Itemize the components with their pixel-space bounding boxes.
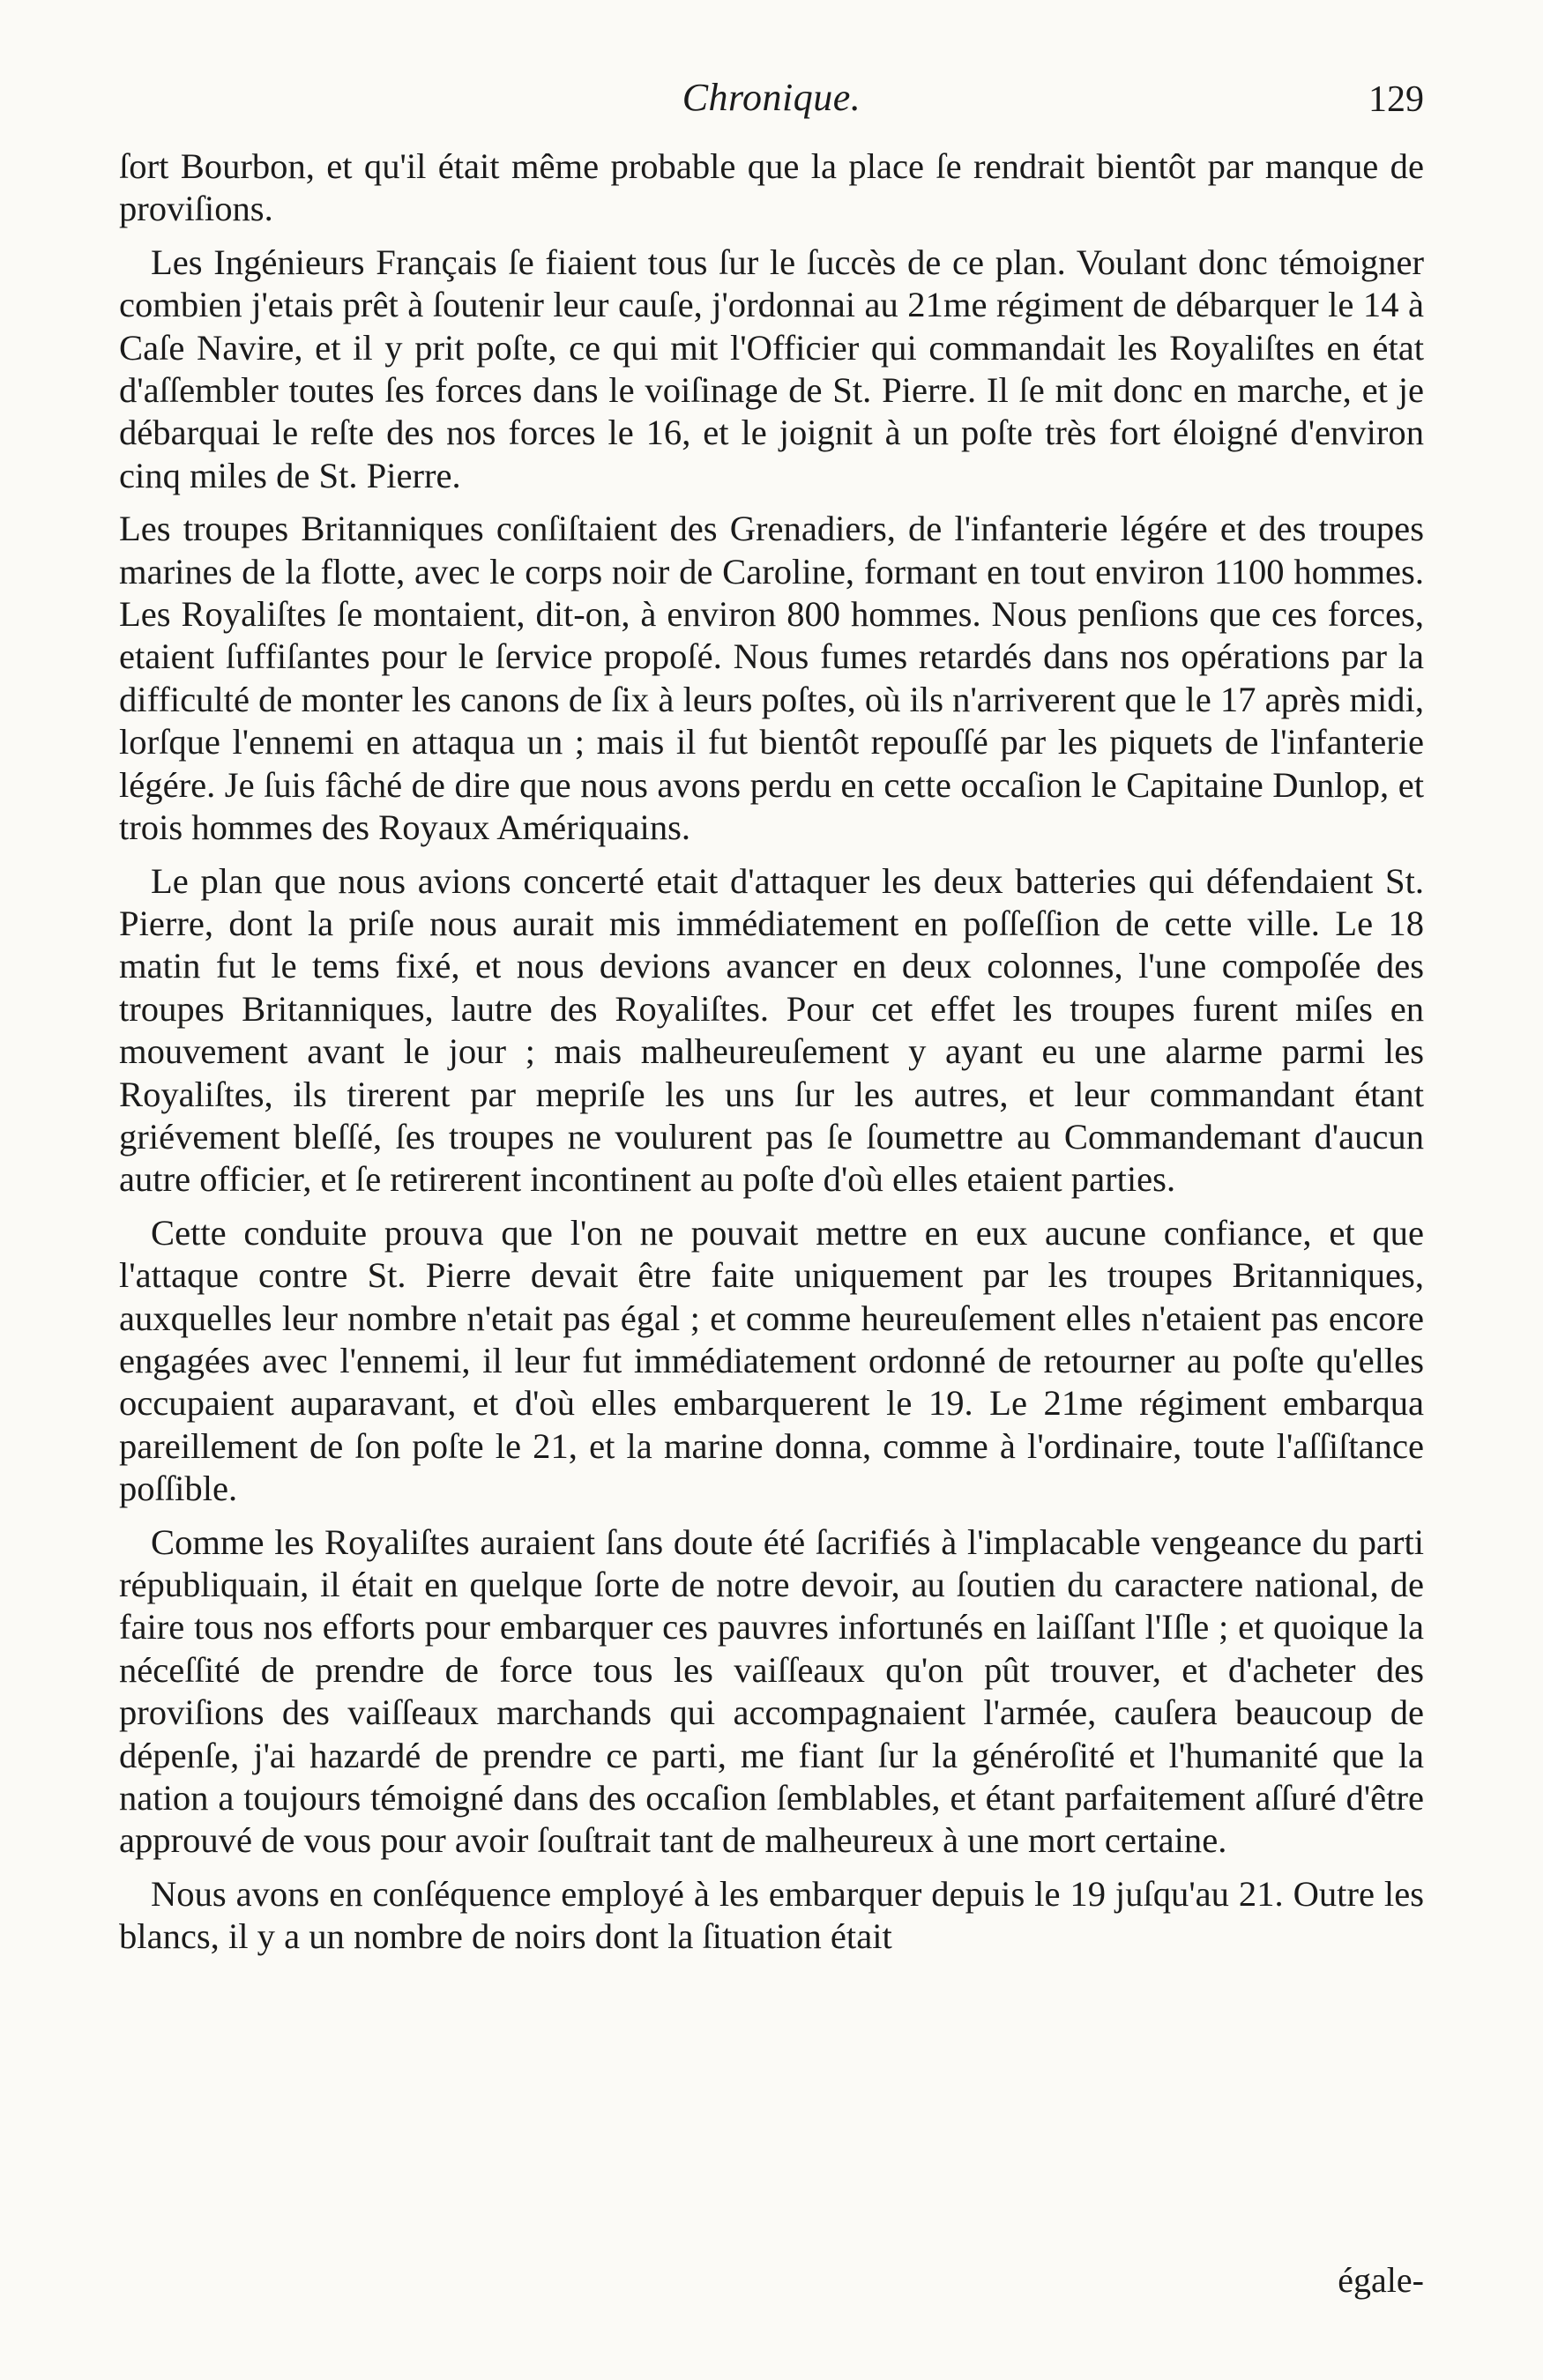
body-text — [119, 145, 1424, 1959]
paragraph: Le plan que nous avions concerté etait d'attaquer les deux batteries qui défendaient St. Pierre, dont la priſe nous aurait mis immédiatement en poſſeſſion de cette ville. Le 18 matin fut le tems fixé, et nous devions avancer en deux colonnes, l'une compoſée des troupes Britanniques, lautre des Royaliſtes. Pour cet effet les troupes furent miſes en mouvement avant le jour ; mais malheureuſement y ayant eu une alarme parmi les Royaliſtes, ils tirerent par mepriſe les uns ſur les autres, et leur commandant étant griévement bleſſé, ſes troupes ne voulurent pas ſe ſoumettre au Commandemant d'aucun autre officier, et ſe retirerent incontinent au poſte d'où elles etaient parties. — [119, 860, 1424, 1200]
paragraph: Comme les Royaliſtes auraient ſans doute été ſacrifiés à l'implacable vengeance du parti républiquain, il était en quelque ſorte de notre devoir, au ſoutien du caractere national, de faire tous nos efforts pour embarquer ces pauvres infortunés en laiſſant l'Iſle ; et quoique la néceſſité de prendre de force tous les vaiſſeaux qu'on pût trouver, et d'acheter des proviſions des vaiſſeaux marchands qui accompagnaient l'armée, cauſera beaucoup de dépenſe, j'ai hazardé de prendre ce parti, me fiant ſur la généroſité et l'humanité que la nation a toujours témoigné dans des occaſion ſemblables, et étant parfaitement aſſuré d'être approuvé de vous pour avoir ſouſtrait tant de malheureux à une mort certaine. — [119, 1521, 1424, 1861]
paragraph: Les troupes Britanniques conſiſtaient des Grenadiers, de l'infanterie légére et des troupes marines de la flotte, avec le corps noir de Caroline, formant en tout environ 1100 hommes. Les Royaliſtes ſe montaient, dit-on, à environ 800 hommes. Nous penſions que ces forces, etaient ſuffiſantes pour le ſervice propoſé. Nous fumes retardés dans nos opérations par la difficulté de monter les canons de ſix à leurs poſtes, où ils n'arriverent que le 17 après midi, lorſque l'ennemi en attaqua un ; mais il fut bientôt repouſſé par les piquets de l'infanterie légére. Je ſuis fâché de dire que nous avons perdu en cette occaſion le Capitaine Dunlop, et trois hommes des Royaux Amériquains. — [119, 509, 1424, 848]
page-number: 129 — [1368, 79, 1424, 120]
paragraph: Les Ingénieurs Français ſe fiaient tous ſur le ſuccès de ce plan. Voulant donc témoigner combien j'etais prêt à ſoutenir leur cauſe, j'ordonnai au 21me régiment de débarquer le 14 à Caſe Navire, et il y prit poſte, ce qui mit l'Officier qui commandait les Royaliſtes en état d'aſſembler toutes ſes forces dans le voiſinage de St. Pierre. Il ſe mit donc en marche, et je débarquai le reſte des nos forces le 16, et le joignit à un poſte très fort éloigné d'environ cinq miles de St. Pierre. — [119, 242, 1424, 495]
paragraph: ſort Bourbon, et qu'il était même probable que la place ſe rendrait bientôt par manque de proviſions. — [119, 146, 1424, 229]
paragraph: Nous avons en conſéquence employé à les embarquer depuis le 19 juſqu'au 21. Outre les blancs, il y a un nombre de noirs dont la ſituation était — [119, 1873, 1424, 1957]
running-title: Chronique. — [682, 76, 861, 119]
catchword: égale- — [1338, 2260, 1424, 2300]
book-page — [119, 75, 1424, 2332]
paragraph: Cette conduite prouva que l'on ne pouvait mettre en eux aucune confiance, et que l'attaque contre St. Pierre devait être faite uniquement par les troupes Britanniques, auxquelles leur nombre n'etait pas égal ; et comme heureuſement elles n'etaient pas encore engagées avec l'ennemi, il leur fut immédiatement ordonné de retourner au poſte qu'elles occupaient auparavant, et d'où elles embarquerent le 19. Le 21me régiment embarqua pareillement de ſon poſte le 21, et la marine donna, comme à l'ordinaire, toute l'aſſiſtance poſſible. — [119, 1212, 1424, 1509]
running-head — [119, 75, 1424, 130]
